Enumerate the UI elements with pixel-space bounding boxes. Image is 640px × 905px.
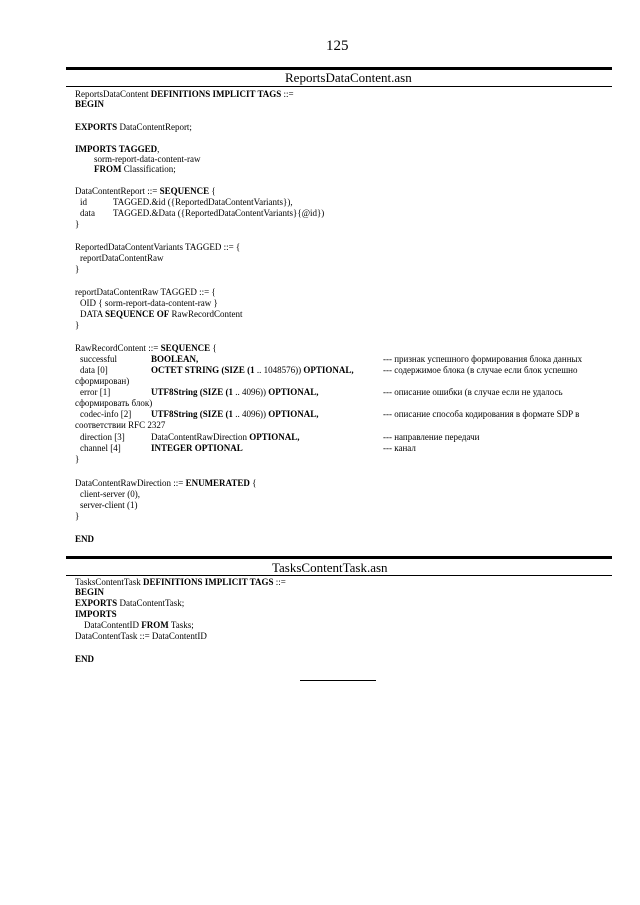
field-codec-name: codec-info [2] [80, 409, 132, 419]
field-codec-type: UTF8String (SIZE (1 .. 4096)) OPTIONAL, [151, 409, 319, 419]
close-brace: } [75, 219, 80, 229]
module-definition-line: TasksContentTask DEFINITIONS IMPLICIT TAGS ::= [75, 577, 286, 587]
field-successful-name: successful [80, 354, 117, 364]
imports-line: IMPORTS [75, 609, 117, 619]
closing-divider [300, 680, 376, 681]
field-channel-name: channel [4] [80, 443, 121, 453]
exports-line: EXPORTS DataContentReport; [75, 122, 192, 132]
reported-variants-header: ReportedDataContentVariants TAGGED ::= { [75, 242, 241, 252]
field-data0-name: data [0] [80, 365, 108, 375]
field-direction-comment: --- направление передачи [383, 432, 480, 442]
field-direction-name: direction [3] [80, 432, 125, 442]
assignment-line: DataContentTask ::= DataContentID [75, 631, 207, 641]
close-brace: } [75, 320, 80, 330]
field-data0-comment: --- содержимое блока (в случае если блок успешно [383, 365, 578, 375]
field-data-type: TAGGED.&Data ({ReportedDataContentVariants}{@id}) [113, 208, 325, 218]
direction-enum-item: server-client (1) [80, 500, 138, 510]
section-rule-bottom [66, 86, 612, 87]
report-raw-oid: OID { sorm-report-data-content-raw } [80, 298, 218, 308]
reported-variants-item: reportDataContentRaw [80, 253, 164, 263]
field-error-name: error [1] [80, 387, 111, 397]
begin-keyword: BEGIN [75, 99, 105, 109]
field-id-name: id [80, 197, 88, 207]
close-brace: } [75, 264, 80, 274]
close-brace: } [75, 511, 80, 521]
direction-enum-item: client-server (0), [80, 489, 140, 499]
field-error-type: UTF8String (SIZE (1 .. 4096)) OPTIONAL, [151, 387, 319, 397]
field-data0-type: OCTET STRING (SIZE (1 .. 1048576)) OPTIONAL, [151, 365, 354, 375]
end-keyword: END [75, 654, 95, 664]
field-codec-comment: --- описание способа кодирования в формате SDP в [383, 409, 580, 419]
imports-line: IMPORTS TAGGED, [75, 144, 160, 154]
field-successful-type: BOOLEAN, [151, 354, 199, 364]
data-content-report-header: DataContentReport ::= SEQUENCE { [75, 186, 216, 196]
imports-item: sorm-report-data-content-raw [94, 154, 201, 164]
field-id-type: TAGGED.&id ({ReportedDataContentVariants}), [113, 197, 293, 207]
close-brace: } [75, 454, 80, 464]
end-keyword: END [75, 534, 95, 544]
field-error-comment: --- описание ошибки (в случае если не удалось [383, 387, 563, 397]
imports-from-line: DataContentID FROM Tasks; [84, 620, 194, 630]
field-error-comment-wrap: сформировать блок) [75, 398, 153, 408]
section-title-tasks: TasksContentTask.asn [272, 560, 388, 575]
module-definition-line: ReportsDataContent DEFINITIONS IMPLICIT TAGS ::= [75, 89, 294, 99]
report-raw-header: reportDataContentRaw TAGGED ::= { [75, 287, 216, 297]
direction-enum-header: DataContentRawDirection ::= ENUMERATED { [75, 478, 257, 488]
raw-record-content-header: RawRecordContent ::= SEQUENCE { [75, 343, 217, 353]
section-rule-top [66, 556, 612, 559]
field-channel-type: INTEGER OPTIONAL [151, 443, 243, 453]
field-channel-comment: --- канал [383, 443, 416, 453]
field-direction-type: DataContentRawDirection OPTIONAL, [151, 432, 300, 442]
report-raw-data: DATA SEQUENCE OF RawRecordContent [80, 309, 243, 319]
field-codec-comment-wrap: соответствии RFC 2327 [75, 420, 166, 430]
exports-line: EXPORTS DataContentTask; [75, 598, 185, 608]
section-title-reports: ReportsDataContent.asn [285, 70, 412, 85]
field-data-name: data [80, 208, 95, 218]
begin-keyword: BEGIN [75, 587, 105, 597]
imports-from-line: FROM Classification; [94, 164, 176, 174]
page-number: 125 [326, 38, 349, 54]
section-rule-bottom [66, 575, 612, 576]
field-successful-comment: --- признак успешного формирования блока данных [383, 354, 583, 364]
field-data0-comment-wrap: сформирован) [75, 376, 130, 386]
